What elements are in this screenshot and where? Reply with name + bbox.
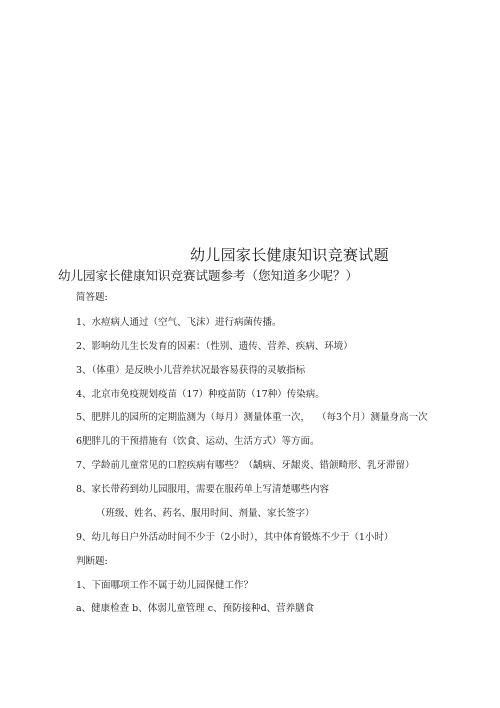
question-3: 3、（体重）是反映小儿营养状况最容易获得的灵敏指标: [76, 365, 306, 376]
judgment-heading: 判断题:: [76, 556, 108, 567]
judgment-question-1-options: a、健康检查 b、体弱儿童管理 c、预防接种d、营养膳食: [76, 603, 315, 614]
question-9: 9、幼儿每日户外活动时间不少于（2小时），其中体育锻炼不少于（1小时）: [76, 532, 394, 543]
question-5-continuation: （每3个月）测量身高一次: [317, 412, 428, 423]
question-5: 5、肥胖儿的园所的定期监测为（每月）测量体重一次，: [76, 412, 311, 423]
document-subtitle: 幼儿园家长健康知识竞赛试题参考（您知道多少呢？）: [58, 268, 359, 283]
question-7: 7、学龄前儿童常见的口腔疾病有哪些？（龋病、牙龈炎、错颌畸形、乳牙滞留）: [76, 460, 415, 471]
judgment-question-1: 1、下面哪项工作不属于幼儿园保健工作？: [76, 580, 254, 591]
question-8: 8、家长带药到幼儿园服用，需要在服药单上写清楚哪些内容: [76, 484, 330, 495]
short-answer-heading: 简答题:: [76, 292, 108, 303]
question-6: 6肥胖儿的干预措施有（饮食、运动、生活方式）等方面。: [76, 436, 320, 447]
question-8-answer: （班级、姓名、药名、服用时间、剂量、家长签字）: [96, 508, 315, 519]
document-title: 幼儿园家长健康知识竞赛试题: [190, 246, 389, 264]
question-2: 2、影响幼儿生长发育的因素：（性别、遗传、营养、疾病、环境）: [76, 341, 353, 352]
question-1: 1、水痘病人通过（空气、飞沫）进行病菌传播。: [76, 317, 282, 328]
question-4: 4、北京市免疫规划疫苗（17）种疫苗防（17种）传染病。: [76, 389, 325, 400]
